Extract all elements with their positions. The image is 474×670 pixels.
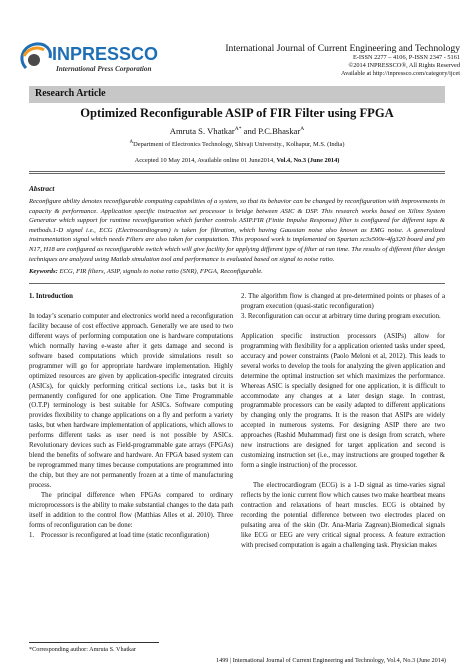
affiliation-sup: A (129, 140, 134, 145)
intro-paragraph-1: In today’s scenario computer and electronics world need a reconfiguration facility because of cost effective approach. Generally we are used to two different ways of performing computation one is hardware computations which normally having e-waste after it gets damage and second is software based computations which provide simulations result so programmer will go for appropriate hardware implementation. Highly optimized resources are given by application-specific integrated circuits (ASICs), for quickly performing critical sections i.e., tasks but it is permanently configured for one application. One Time Programmable (O.T.P) terminology is best suitable for ASICs. Software computing provides flexibility to change applications on a fly and perform a variety tasks, but when hardware implementation of applications, which allows to performs different tasks as user need is not possible by ASICs. Revolutionary devices such as Field-programmable gate arrays (FPGAs) blend the benefits of software and hardware. An FPGA based system can be reprogrammed many times because computations are programmed into the chip, but they are not permanently frozen at a time of manufacturing process. (29, 312, 233, 490)
ecg-paragraph: The electrocardiogram (ECG) is a 1-D signal as time-varies signal reflects by the ionic current flow which causes two make heartbeat means contraction and relaxations of heart muscles. ECG is obtained by recording the potential difference between two electrodes placed on pulsating area of the skin (Dr. Ana-Maria Zagrean).Biomedical signals like ECG or EEG are very critical signal process. A feature extraction with precised computation is again a challenging task. Physician makes (241, 482, 445, 549)
volume-info: Vol.4, No.3 (June 2014) (276, 157, 340, 164)
affiliation (20, 140, 454, 148)
logo-tagline: International Press Corporation (56, 65, 152, 73)
keywords-text: ECG, FIR filters, ASIP, signals to noise ratio (SNR), FPGA, Reconfigurable. (57, 268, 263, 275)
authors-and: and (241, 126, 259, 136)
logo-brand: INPRESSCO (52, 44, 159, 64)
affiliation-text: Department of Electronics Technology, Shivaji University., Kolhapur, M.S. (India) (133, 141, 345, 149)
abstract-text: Reconfigure ability denotes reconfigurable computing capabilities of a system, so that its behavior can be changed by reconfiguration with improvements in capacity & performance. Application specific instruction set processor is bridge between ASIC & DSP. This research works based on Xilinx System Generator which support for runtime reconfiguration which further controls ASIP.FIR (Finite Impulse Response) filter is configured for different taps & methods.1-D signal i.e., ECG (Electrocardiogram) is taken for filtration, which having Gaussian noise also known as EMG noise. A generalized instrumentation signal which needs Filters are also taken for computation. This proposed work is implemented on Spartan xc3s500e-4fg320 board and pin N17, H18 are configured as reconfigurable switch which will give facility for applying different type of filter at run time. The results of different filter design techniques are analyzed using Matlab simulation tool and performance is evaluated based on signal to noise ratio. (29, 198, 445, 263)
page-footer: 1499 | International Journal of Current Engineering and Technology, Vol.4, No.3 (June 2014) (216, 657, 446, 664)
right-column (241, 292, 445, 551)
asip-paragraph: Application specific instruction processors (ASIPs) allow for programming with flexibility for a application oriented tasks under speed, accuracy and power constraints (Paolo Meloni et al, 2012). This leads to several works to develop the tools for analyzing the given application and determine the optimal instruction set which maximizes the performance. Whereas ASIC is specially designed for one application, it is difficult to accommodate any changes at a later design stage. In contrast, programmable processors can be easily adapted to different applications by changing only the programs. It is the reason that ASIPs are widely accepted in numerous systems. For designing ASIP there are two approaches (Rashid Muhammad) first one is design from scratch, where new instructions are designed for target application and second is customizing instruction set (i.e., may instructions are grouped together & form a single instruction) of the processor. (241, 332, 445, 470)
left-column (29, 292, 233, 541)
logo-mark-icon (22, 44, 50, 68)
footnote-rule (29, 642, 159, 643)
journal-issn: E-ISSN 2277 – 4106, P-ISSN 2347 - 5161 (352, 54, 460, 61)
divider-keywords (29, 283, 445, 284)
paper-title: Optimized Reconfigurable ASIP of FIR Filter using FPGA (80, 106, 394, 120)
footnote-corresponding-author: *Corresponding author: Amruta S. Vhatkar (29, 646, 136, 653)
journal-availability: Available at http://inpressco.com/category/ijcet (341, 70, 460, 77)
article-type: Research Article (35, 88, 106, 99)
author-2-sup: A (300, 126, 305, 133)
accepted-line (20, 157, 454, 164)
abstract-heading: Abstract (29, 184, 55, 193)
authors (20, 126, 454, 136)
author-2: P.C.Bhaskar (258, 126, 301, 136)
accepted-dates: Accepted 10 May 2014, Available online 01 June2014, (134, 157, 277, 164)
keywords-label: Keywords: (29, 268, 58, 275)
author-1: Amruta S. Vhatkar (169, 126, 235, 136)
keywords (29, 268, 445, 275)
article-type-bar (29, 86, 445, 103)
reconfig-item-3: 3. Reconfiguration can occur at arbitrary time during program execution. (241, 312, 441, 320)
journal-name: International Journal of Current Engineering and Technology (225, 43, 460, 54)
journal-info (198, 43, 460, 78)
reconfig-item-1: 1. Processor is reconfigured at load time (static reconfiguration) (29, 531, 210, 539)
author-1-sup: A* (234, 126, 242, 133)
journal-copyright: ©2014 INPRESSCO®, All Rights Reserved (348, 62, 460, 69)
section-heading-introduction: 1. Introduction (29, 293, 73, 300)
divider-top (29, 171, 445, 172)
reconfig-item-2: 2. The algorithm flow is changed at pre-determined points or phases of a program execution (quasi-static reconfiguration) (241, 293, 445, 310)
divider-top-2 (29, 173, 445, 174)
inpressco-logo (12, 38, 202, 78)
intro-paragraph-2: The principal difference when FPGAs compared to ordinary microprocessors is the ability to make substantial changes to the data path itself in addition to the control flow (Matthias Alles et al. 2010). Three forms of reconfiguration can be done: (29, 492, 233, 529)
